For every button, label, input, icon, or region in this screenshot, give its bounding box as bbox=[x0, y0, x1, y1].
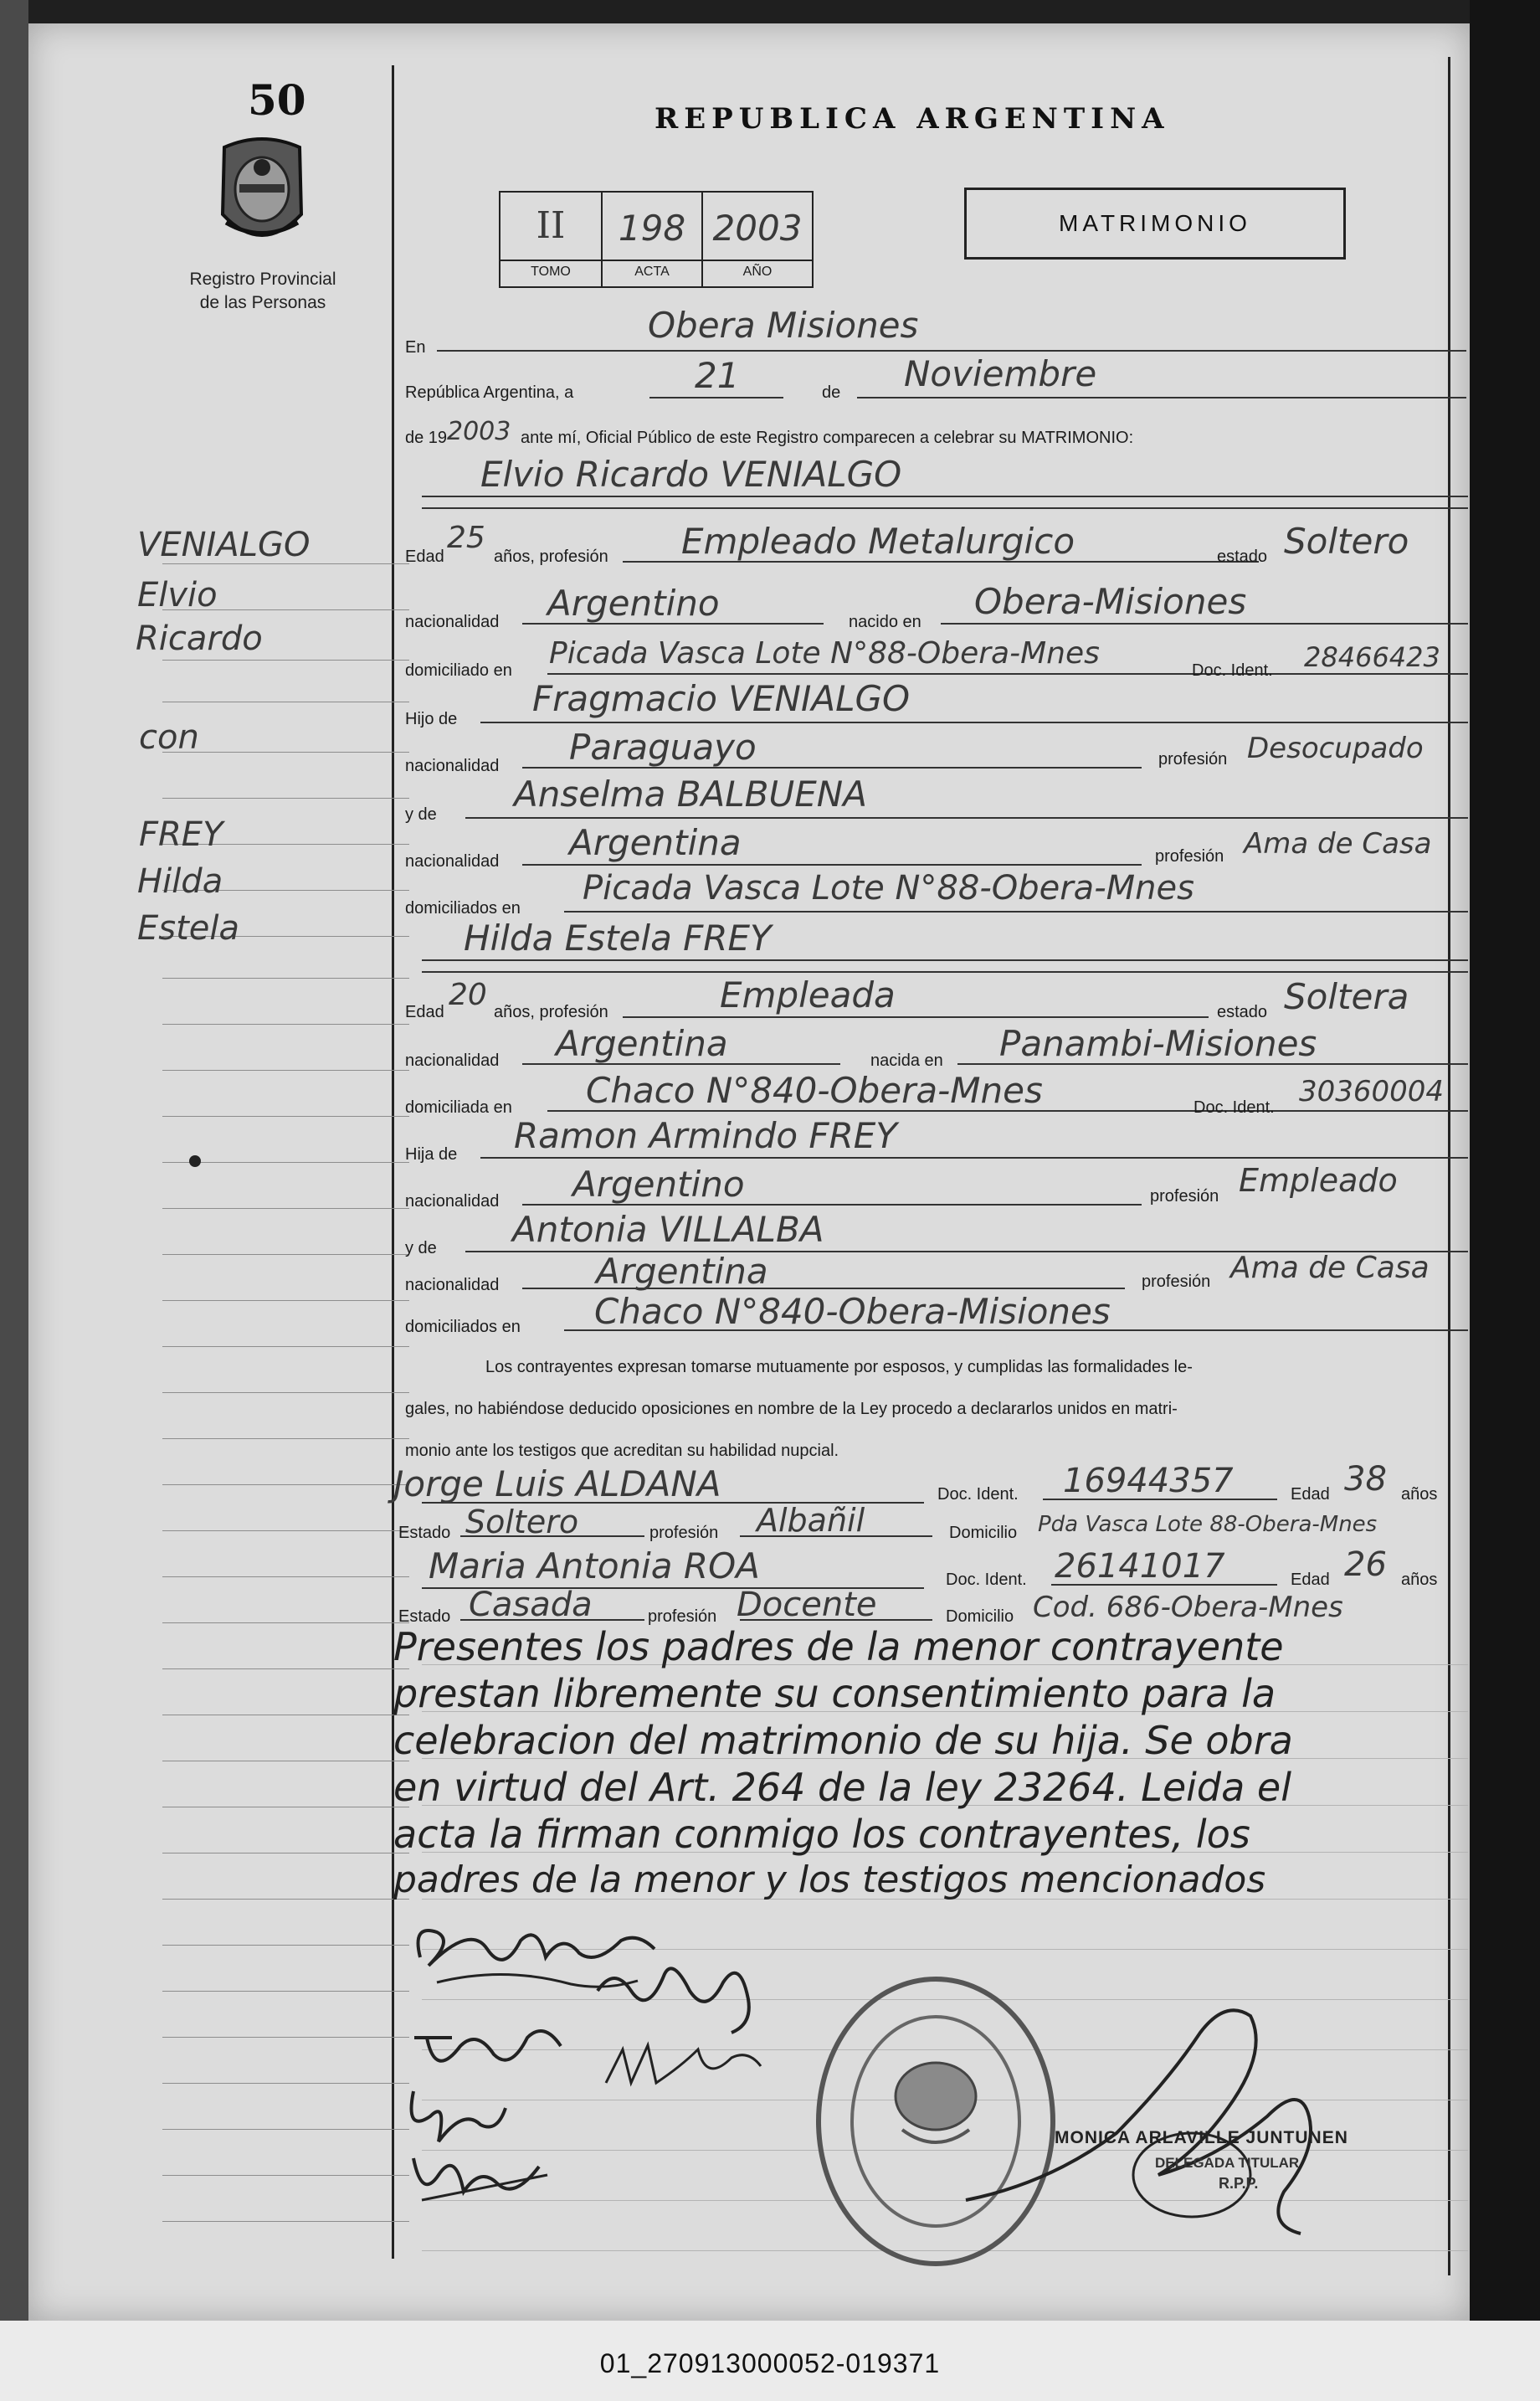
act-type-label: MATRIMONIO bbox=[1059, 210, 1251, 236]
witness2-estado: Casada bbox=[469, 1586, 593, 1624]
signature-witness1 bbox=[397, 2083, 514, 2150]
bride-edad: 20 bbox=[449, 978, 487, 1012]
groom-yde-label: y de bbox=[405, 805, 437, 824]
witness1-domicilio: Pda Vasca Lote 88-Obera-Mnes bbox=[1038, 1512, 1378, 1537]
margin-bride-surname: FREY bbox=[139, 815, 223, 854]
book-spine bbox=[0, 0, 28, 2401]
margin-bride-name1: Hilda bbox=[137, 862, 223, 901]
groom-padre-nac: Paraguayo bbox=[569, 727, 757, 768]
ano-value: 2003 bbox=[712, 208, 803, 249]
country-heading: REPUBLICA ARGENTINA bbox=[654, 102, 1170, 136]
bride-nac-label: nacionalidad bbox=[405, 1051, 500, 1070]
place-value: Obera Misiones bbox=[648, 305, 919, 346]
margin-groom-surname: VENIALGO bbox=[137, 526, 311, 564]
bride-padre-prof-label: profesión bbox=[1150, 1187, 1219, 1206]
scan-background-right bbox=[1470, 0, 1540, 2401]
groom-full-name: Elvio Ricardo VENIALGO bbox=[480, 454, 902, 495]
signature-bride bbox=[581, 1949, 773, 2041]
bride-edad-label: Edad bbox=[405, 1003, 444, 1021]
groom-padre: Fragmacio VENIALGO bbox=[532, 678, 911, 719]
bride-madre-nac: Argentina bbox=[596, 1251, 768, 1292]
witness1-doc: 16944357 bbox=[1063, 1462, 1234, 1500]
groom-madre-nac: Argentina bbox=[569, 822, 742, 863]
rep-label: República Argentina, a bbox=[405, 383, 574, 402]
tomo-label: TOMO bbox=[531, 265, 571, 279]
bride-nacida-label: nacida en bbox=[870, 1051, 943, 1070]
act-type-box bbox=[964, 188, 1346, 260]
witness1-estado-label: Estado bbox=[398, 1524, 451, 1542]
margin-con: con bbox=[139, 718, 199, 757]
certificate-page bbox=[28, 23, 1470, 2321]
formal-text-line2: gales, no habiéndose deducido oposiciones en nombre de la Ley procedo a declararlos unidos en matri- bbox=[405, 1400, 1178, 1418]
groom-padres-dom: Picada Vasca Lote N°88-Obera-Mnes bbox=[583, 869, 1194, 907]
groom-madre-nac-label: nacionalidad bbox=[405, 852, 500, 871]
record-number-box bbox=[499, 191, 814, 288]
witness1-estado: Soltero bbox=[465, 1504, 579, 1540]
bride-padre-nac-label: nacionalidad bbox=[405, 1192, 500, 1211]
official-name: MONICA ARLAVILLE JUNTUNEN bbox=[1055, 2128, 1348, 2147]
groom-edad: 25 bbox=[447, 521, 485, 555]
groom-edad-label: Edad bbox=[405, 548, 444, 566]
groom-dom-label: domiciliado en bbox=[405, 661, 512, 680]
acta-label: ACTA bbox=[634, 265, 670, 279]
de-label: de bbox=[822, 383, 841, 402]
groom-estado-label: estado bbox=[1217, 548, 1268, 566]
note-line-5: acta la firman conmigo los contrayentes, los bbox=[393, 1812, 1250, 1857]
margin-groom-name1: Elvio bbox=[137, 576, 218, 614]
witness1-profesion: Albañil bbox=[757, 1502, 865, 1539]
bride-nacionalidad: Argentina bbox=[556, 1023, 728, 1064]
witness2-anos-label: años bbox=[1401, 1571, 1438, 1589]
bride-padre: Ramon Armindo FREY bbox=[514, 1115, 897, 1156]
witness1-doc-label: Doc. Ident. bbox=[937, 1485, 1019, 1504]
groom-padre-prof-label: profesión bbox=[1158, 750, 1228, 769]
formal-text-line1: Los contrayentes expresan tomarse mutuamente por esposos, y cumplidas las formalidades le- bbox=[485, 1358, 1193, 1376]
groom-doc-label: Doc. Ident. bbox=[1192, 661, 1273, 680]
en-label: En bbox=[405, 338, 426, 357]
bride-dom-label: domiciliada en bbox=[405, 1098, 512, 1117]
witness2-name: Maria Antonia ROA bbox=[429, 1545, 760, 1586]
ink-dot bbox=[189, 1155, 201, 1167]
witness2-edad-label: Edad bbox=[1291, 1571, 1330, 1589]
margin-bride-name2: Estela bbox=[137, 909, 240, 948]
note-line-4: en virtud del Art. 264 de la ley 23264. Leida el bbox=[393, 1765, 1292, 1810]
bride-madre-prof-label: profesión bbox=[1142, 1272, 1211, 1291]
signature-mother bbox=[598, 2033, 765, 2100]
witness1-anos-label: años bbox=[1401, 1485, 1438, 1504]
scan-identifier: 01_270913000052-019371 bbox=[599, 2348, 941, 2378]
witness2-profesion: Docente bbox=[737, 1586, 877, 1624]
bride-madre-prof: Ama de Casa bbox=[1230, 1251, 1430, 1285]
bride-doc-label: Doc. Ident. bbox=[1194, 1098, 1275, 1117]
bride-doc: 30360004 bbox=[1299, 1075, 1445, 1108]
witness1-edad: 38 bbox=[1344, 1460, 1387, 1499]
bride-yde-label: y de bbox=[405, 1239, 437, 1257]
note-line-3: celebracion del matrimonio de su hija. Se obra bbox=[393, 1718, 1293, 1763]
groom-doc: 28466423 bbox=[1304, 641, 1440, 673]
witness2-prof-label: profesión bbox=[648, 1607, 717, 1626]
bride-anos-prof-label: años, profesión bbox=[494, 1003, 608, 1021]
intro-sentence: ante mí, Oficial Público de este Registro comparecen a celebrar su MATRIMONIO: bbox=[521, 429, 1134, 447]
bride-nacida: Panambi-Misiones bbox=[999, 1023, 1317, 1064]
groom-profesion: Empleado Metalurgico bbox=[681, 521, 1075, 562]
signature-official bbox=[949, 1982, 1384, 2250]
bride-full-name: Hilda Estela FREY bbox=[464, 918, 772, 959]
signature-father bbox=[402, 2013, 569, 2088]
witness2-estado-label: Estado bbox=[398, 1607, 451, 1626]
folio-number: 50 bbox=[248, 75, 306, 125]
month-value: Noviembre bbox=[904, 353, 1097, 394]
witness2-edad: 26 bbox=[1344, 1545, 1387, 1584]
bride-estado: Soltera bbox=[1284, 976, 1409, 1017]
right-border-line bbox=[1448, 57, 1450, 2275]
margin-groom-name2: Ricardo bbox=[136, 620, 263, 658]
groom-madre-prof: Ama de Casa bbox=[1244, 827, 1432, 861]
groom-hijo-label: Hijo de bbox=[405, 710, 458, 728]
groom-nacido: Obera-Misiones bbox=[974, 581, 1247, 622]
bride-padres-dom: Chaco N°840-Obera-Misiones bbox=[594, 1291, 1111, 1332]
witness1-dom-label: Domicilio bbox=[949, 1524, 1018, 1542]
formal-text-line3: monio ante los testigos que acreditan su habilidad nupcial. bbox=[405, 1442, 839, 1460]
day-value: 21 bbox=[695, 355, 740, 396]
note-line-2: prestan libremente su consentimiento para la bbox=[393, 1671, 1276, 1716]
signature-witness2 bbox=[397, 2141, 564, 2217]
ano-label: AÑO bbox=[742, 265, 773, 279]
bride-hija-label: Hija de bbox=[405, 1145, 458, 1164]
bride-estado-label: estado bbox=[1217, 1003, 1268, 1021]
official-title: DELEGADA TITULAR bbox=[1155, 2155, 1300, 2171]
bride-doms-label: domiciliados en bbox=[405, 1318, 521, 1336]
coat-of-arms-icon bbox=[208, 131, 316, 256]
witness1-name: Jorge Luis ALDANA bbox=[393, 1463, 721, 1504]
groom-estado: Soltero bbox=[1284, 521, 1409, 562]
witness2-domicilio: Cod. 686-Obera-Mnes bbox=[1033, 1591, 1343, 1624]
registry-name: Registro Provincial de las Personas bbox=[189, 270, 336, 312]
groom-domicilio: Picada Vasca Lote N°88-Obera-Mnes bbox=[549, 636, 1100, 671]
groom-madre: Anselma BALBUENA bbox=[514, 774, 867, 815]
note-line-6: padres de la menor y los testigos mencionados bbox=[393, 1859, 1266, 1901]
groom-padre-nac-label: nacionalidad bbox=[405, 757, 500, 775]
official-org: R.P.P. bbox=[1219, 2175, 1259, 2192]
tomo-value: II bbox=[536, 204, 566, 247]
note-line-1: Presentes los padres de la menor contrayente bbox=[393, 1624, 1284, 1669]
bride-profesion: Empleada bbox=[720, 974, 896, 1015]
bride-domicilio: Chaco N°840-Obera-Mnes bbox=[586, 1070, 1043, 1111]
witness2-doc: 26141017 bbox=[1055, 1547, 1225, 1586]
bride-madre: Antonia VILLALBA bbox=[512, 1209, 824, 1250]
bride-padre-prof: Empleado bbox=[1239, 1162, 1398, 1199]
witness2-dom-label: Domicilio bbox=[946, 1607, 1014, 1626]
groom-doms-label: domiciliados en bbox=[405, 899, 521, 918]
groom-nacionalidad: Argentino bbox=[547, 583, 720, 624]
witness2-doc-label: Doc. Ident. bbox=[946, 1571, 1027, 1589]
groom-anos-prof-label: años, profesión bbox=[494, 548, 608, 566]
acta-value: 198 bbox=[618, 208, 686, 249]
year-value: 2003 bbox=[447, 417, 511, 446]
groom-madre-prof-label: profesión bbox=[1155, 847, 1224, 866]
bride-madre-nac-label: nacionalidad bbox=[405, 1276, 500, 1294]
groom-nac-label: nacionalidad bbox=[405, 613, 500, 631]
groom-padre-prof: Desocupado bbox=[1247, 732, 1424, 765]
witness1-prof-label: profesión bbox=[649, 1524, 719, 1542]
year-prefix-label: de 19 bbox=[405, 429, 448, 447]
bride-padre-nac: Argentino bbox=[572, 1164, 745, 1205]
groom-nacido-label: nacido en bbox=[849, 613, 921, 631]
witness1-edad-label: Edad bbox=[1291, 1485, 1330, 1504]
